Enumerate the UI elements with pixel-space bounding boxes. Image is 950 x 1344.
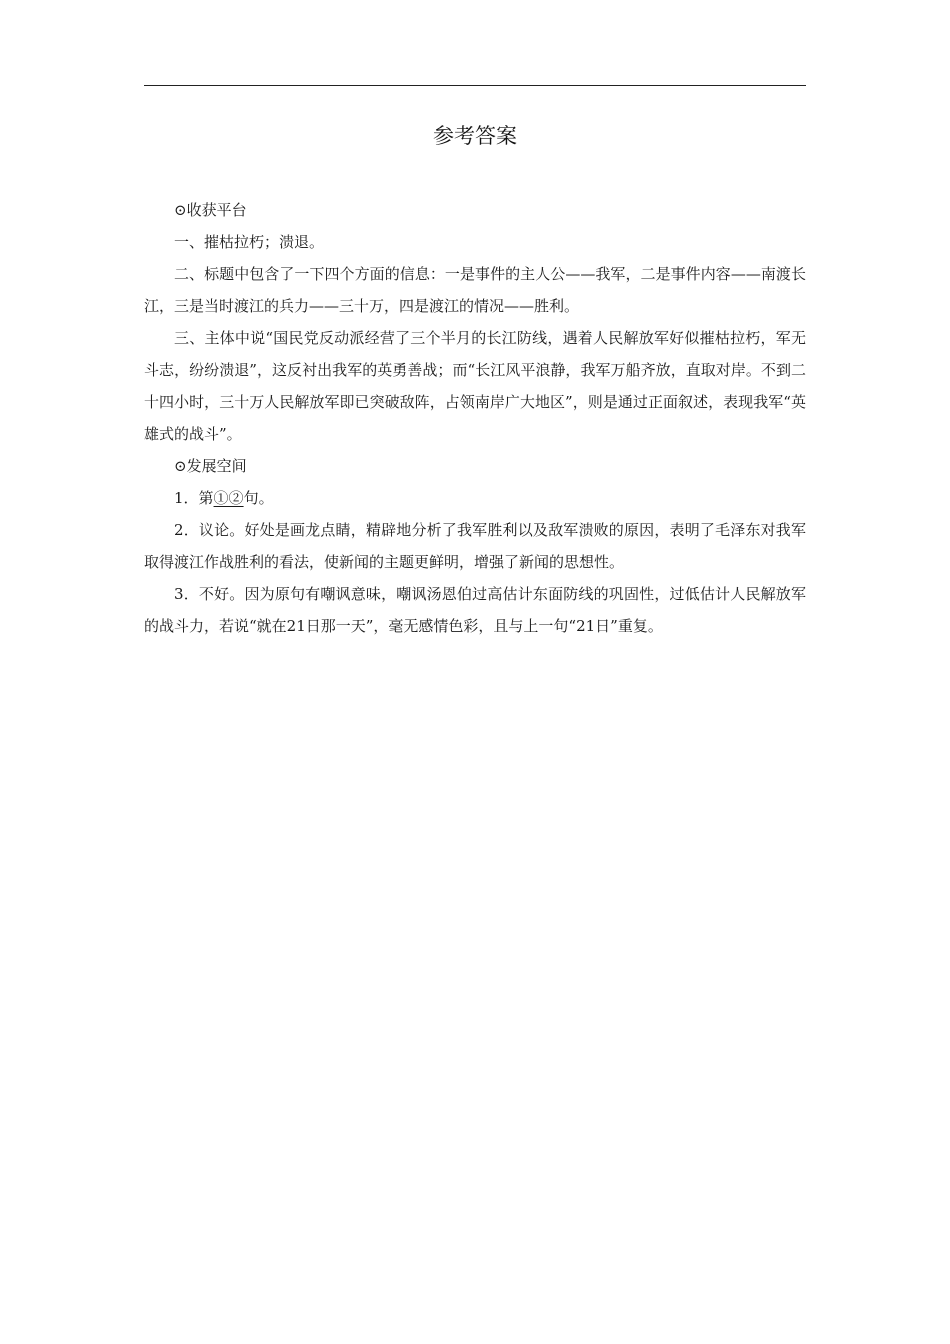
answer-content bbox=[144, 194, 806, 642]
q1-suffix: 句。 bbox=[243, 489, 274, 507]
harvest-answer-1: 一、摧枯拉朽；溃退。 bbox=[174, 233, 325, 251]
develop-answer-1 bbox=[144, 482, 806, 514]
section-heading-harvest: ⊙收获平台 bbox=[174, 201, 247, 219]
q1-prefix: 1．第 bbox=[174, 489, 214, 507]
harvest-answer-2: 二、标题中包含了一下四个方面的信息：一是事件的主人公——我军，二是事件内容——南渡长江，三是当时渡江的兵力——三十万，四是渡江的情况——胜利。 bbox=[144, 265, 806, 315]
header-rule bbox=[144, 85, 806, 86]
develop-answer-3: 3．不好。因为原句有嘲讽意味，嘲讽汤恩伯过高估计东面防线的巩固性，过低估计人民解放军的战斗力，若说“就在21日那一天”，毫无感情色彩，且与上一句“21日”重复。 bbox=[144, 585, 806, 635]
section-heading-develop: ⊙发展空间 bbox=[174, 457, 247, 475]
q1-underlined-answer: ①② bbox=[213, 489, 244, 507]
develop-answer-2: 2．议论。好处是画龙点睛，精辟地分析了我军胜利以及敌军溃败的原因，表明了毛泽东对我军取得渡江作战胜利的看法，使新闻的主题更鲜明，增强了新闻的思想性。 bbox=[144, 521, 806, 571]
harvest-answer-3: 三、主体中说“国民党反动派经营了三个半月的长江防线，遇着人民解放军好似摧枯拉朽，军无斗志，纷纷溃退”，这反衬出我军的英勇善战；而“长江风平浪静，我军万船齐放，直取对岸。不到二十四小时，三十万人民解放军即已突破敌阵，占领南岸广大地区”，则是通过正面叙述，表现我军“英雄式的战斗”。 bbox=[144, 329, 806, 443]
page-title: 参考答案 bbox=[433, 124, 517, 148]
